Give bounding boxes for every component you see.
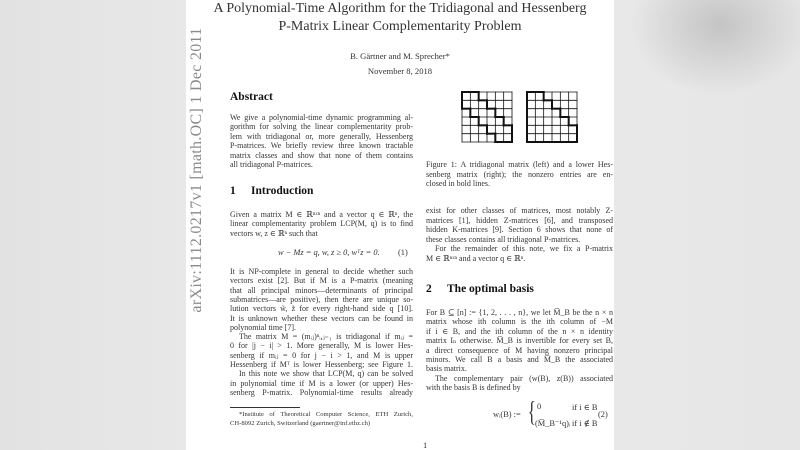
intro-line: linear complementarity problem LCP(M, q) is to find: [230, 219, 413, 229]
tridiagonal-matrix: [462, 92, 512, 142]
basis-line: a direct consequence of M having nonzero principal: [426, 345, 613, 355]
basis-line: minors. We call B a basis and M̅_B the associated: [426, 355, 613, 364]
right-col-line: For the remainder of this note, we fix a P-matrix: [435, 244, 613, 254]
abstract-line: matrix classes and show that none of them contains: [230, 150, 413, 160]
basis-line: The complementary pair (w(B), z(B)) associated: [435, 373, 613, 383]
abstract-line: all tridiagonal P-matrices.: [230, 160, 313, 169]
intro-line: Hessenberg if Mᵀ is lower Hessenberg; see Figure 1.: [230, 360, 413, 369]
intro-line: Given a matrix M ∈ ℝⁿˣⁿ and a vector q ∈ ℝⁿ, the: [230, 210, 413, 219]
equation-2-case1-value: 0: [537, 402, 542, 411]
intro-line: that all principal minors—determinants of principal: [230, 285, 413, 295]
paper-title-line-1: A Polynomial-Time Algorithm for the Tridiagonal and Hessenberg: [213, 1, 587, 16]
basis-line: if i ∈ B, and the ith column of the n × n identity: [426, 326, 613, 336]
intro-line: senberg P-matrix. Polynomial-time results already: [230, 387, 413, 397]
equation-2-case1-condition: if i ∈ B: [572, 403, 598, 412]
page-number: 1: [423, 441, 428, 450]
section-1-heading: Introduction: [251, 185, 314, 197]
right-col-line: these classes contains all tridiagonal P-matrices.: [426, 234, 581, 244]
figure-caption-line: senberg matrix (right); the nonzero entries are en-: [426, 169, 613, 179]
footnote-line: CH-8092 Zurich, Switzerland (gaertner@inf.ethz.ch): [230, 419, 371, 427]
equation-2-case2-condition: if i ∉ B: [572, 419, 598, 428]
right-col-line: hidden K-matrices [9]. Section 6 shows that none of: [426, 225, 613, 235]
abstract-line: P-matrices. We briefly review three known tractable: [230, 141, 413, 151]
intro-line: It is NP-complete in general to decide whether such: [230, 267, 413, 276]
basis-line: matrix Iₙ otherwise. M̅_B is invertible for every set B,: [426, 336, 613, 346]
figure-caption-line: closed in bold lines.: [426, 179, 490, 188]
equation-2-case2-value: (M̅_B⁻¹q)ᵢ: [535, 419, 571, 428]
equation-1: w − Mz = q, w, z ≥ 0, wᵀz = 0.: [278, 248, 380, 257]
section-2-number: 2: [426, 283, 432, 295]
equation-2-brace: {: [527, 397, 536, 428]
intro-line: senberg if mᵢⱼ = 0 for j − i > 1, and M is upper: [230, 350, 413, 360]
equation-1-number: (1): [398, 248, 408, 257]
abstract-line: We give a polynomial-time dynamic programming al-: [230, 113, 413, 122]
basis-line: with the basis B is defined by: [426, 383, 521, 393]
right-col-line: exist for other classes of matrices, most notably Z-: [426, 206, 613, 215]
section-1-number: 1: [230, 185, 236, 197]
intro-line: 0 for |j − i| > 1. More generally, M is lower Hes-: [230, 341, 413, 351]
intro-line: In this note we show that LCP(M, q) can be solved: [239, 369, 413, 379]
figure-1-matrices: [455, 88, 585, 148]
abstract-heading: Abstract: [230, 91, 273, 103]
authors: B. Gärtner and M. Sprecher*: [350, 51, 450, 61]
section-2-heading: The optimal basis: [447, 283, 534, 295]
intro-line: submatrices—are positive), then there are unique so-: [230, 294, 413, 304]
date: November 8, 2018: [367, 66, 433, 76]
intro-line: in polynomial time if M is a lower (or upper) Hes-: [230, 378, 413, 388]
paper-title-line-2: P-Matrix Linear Complementarity Problem: [278, 19, 522, 34]
basis-line: basis matrix.: [426, 364, 467, 374]
intro-line: polynomial time [7].: [230, 322, 296, 332]
abstract-line: gorithm for solving the linear complementarity prob-: [230, 122, 413, 132]
basis-line: For B ⊆ [n] := {1, 2, . . . , n}, we let M̅_B be the n × n: [426, 308, 613, 317]
lower-hessenberg-matrix: [527, 92, 577, 142]
figure-caption-line: Figure 1: A tridiagonal matrix (left) and a lower Hes-: [426, 160, 613, 169]
intro-line: The matrix M = (mᵢⱼ)ⁿᵢ,ⱼ₌₁ is tridiagonal if mᵢⱼ =: [239, 332, 413, 342]
arxiv-stamp: arXiv:1112.0217v1 [math.OC] 1 Dec 2011: [188, 27, 205, 313]
equation-2-number: (2): [598, 410, 608, 419]
intro-line: It is unknown whether these vectors can be found in: [230, 313, 413, 323]
right-col-line: matrices [1], hidden Z-matrices [6], and transposed: [426, 215, 613, 225]
intro-line: lution vectors w̃, z̃ for every right-hand side q [10].: [230, 304, 413, 314]
abstract-line: lem with tridiagonal or, more generally, Hessenberg: [230, 131, 413, 141]
footnote-rule: [230, 407, 300, 408]
right-col-line: M ∈ ℝⁿˣⁿ and a vector q ∈ ℝⁿ.: [426, 254, 526, 263]
intro-line: vectors exist [2]. But if M is a P-matrix (meaning: [230, 276, 413, 286]
intro-line: vectors w, z ∈ ℝⁿ such that: [230, 228, 318, 238]
basis-line: matrix whose ith column is the ith column of −M: [426, 317, 613, 327]
footnote-line: *Institute of Theoretical Computer Science, ETH Zurich,: [239, 411, 413, 418]
equation-2-lhs: wᵢ(B) :=: [493, 410, 521, 419]
